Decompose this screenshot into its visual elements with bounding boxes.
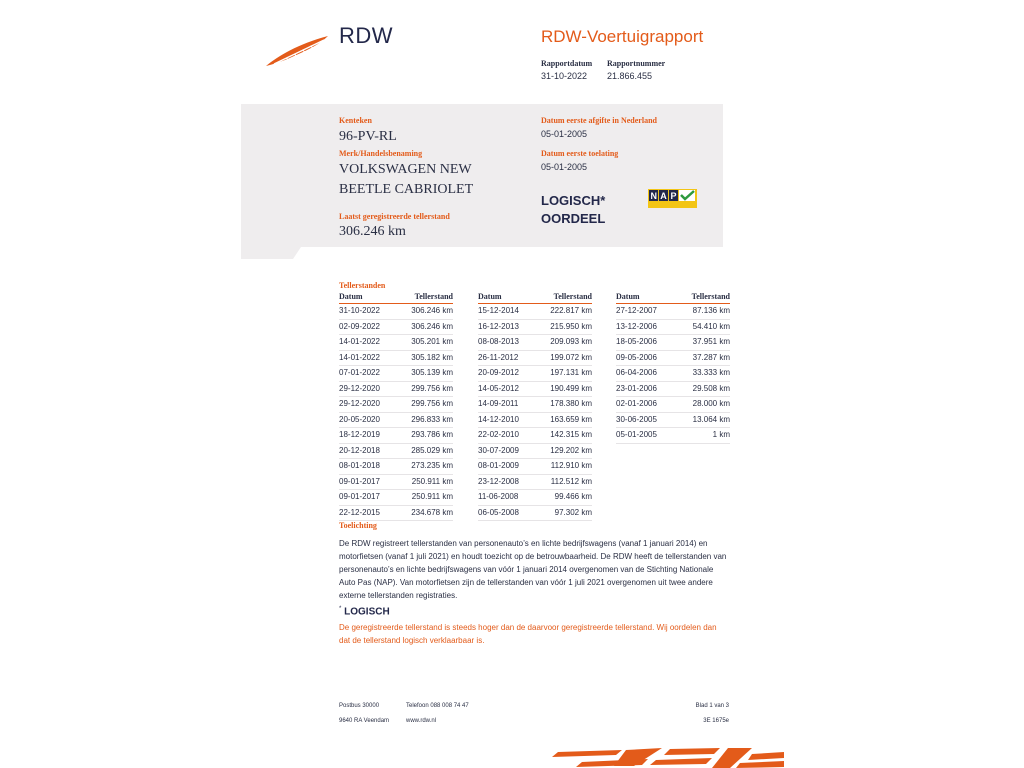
- row-tellerstand: 299.756 km: [411, 399, 453, 408]
- table-row: [339, 351, 453, 367]
- svg-text:A: A: [660, 191, 667, 201]
- row-date: 23-01-2006: [616, 383, 657, 393]
- row-date: 07-01-2022: [339, 368, 380, 377]
- table-row: [339, 304, 453, 320]
- nap-logo-icon: [648, 189, 697, 208]
- row-date: 11-06-2008: [478, 492, 519, 501]
- logisch-explanation: De geregistreerde tellerstand is steeds hoger dan de daarvoor geregistreerde tellerstand. Wij oordelen dan dat de tellerstand logisch verklaarbaar is.: [339, 623, 717, 645]
- footer-blad: Blad 1 van 3: [695, 703, 729, 709]
- footer-code: 3E 1675e: [703, 718, 729, 724]
- row-tellerstand: 1 km: [712, 430, 730, 439]
- logisch-title: LOGISCH: [344, 606, 390, 618]
- row-tellerstand: 54.410 km: [692, 321, 730, 331]
- header-tellerstand: Tellerstand: [691, 292, 730, 301]
- table-row: [616, 320, 730, 336]
- table-row: [339, 366, 453, 382]
- table-row: [339, 382, 453, 398]
- toelating-value: 05-01-2005: [541, 162, 588, 172]
- row-tellerstand: 129.202 km: [550, 445, 592, 455]
- table-row: [616, 366, 730, 382]
- table-row: [616, 304, 730, 320]
- row-date: 16-12-2013: [478, 321, 519, 331]
- row-tellerstand: 178.380 km: [550, 399, 592, 408]
- row-date: 06-05-2008: [478, 507, 519, 517]
- toelichting-title: Toelichting: [339, 521, 377, 530]
- row-tellerstand: 305.201 km: [411, 337, 453, 346]
- header-datum: Datum: [616, 292, 640, 301]
- row-date: 20-05-2020: [339, 414, 380, 424]
- table-row: [616, 397, 730, 413]
- row-tellerstand: 273.235 km: [411, 461, 453, 470]
- toelating-label: Datum eerste toelating: [541, 149, 619, 158]
- column-header: [616, 292, 730, 304]
- row-date: 22-12-2015: [339, 507, 380, 517]
- row-tellerstand: 199.072 km: [550, 352, 592, 362]
- row-date: 14-01-2022: [339, 352, 380, 362]
- row-tellerstand: 234.678 km: [411, 507, 453, 517]
- afgifte-value: 05-01-2005: [541, 129, 588, 139]
- rapportdatum-label: Rapportdatum: [541, 59, 593, 68]
- row-date: 14-12-2010: [478, 414, 519, 424]
- oordeel-line2: OORDEEL: [541, 211, 606, 226]
- row-tellerstand: 250.911 km: [411, 492, 453, 501]
- merk-line1: VOLKSWAGEN NEW: [339, 162, 472, 177]
- footer-postbus: Postbus 30000: [339, 703, 380, 709]
- row-date: 05-01-2005: [616, 430, 657, 439]
- table-row: [478, 397, 592, 413]
- oordeel-line1: LOGISCH*: [541, 193, 606, 208]
- table-row: [478, 444, 592, 460]
- table-row: [616, 413, 730, 429]
- tellerstand-value: 306.246 km: [339, 224, 406, 239]
- table-row: [339, 397, 453, 413]
- row-tellerstand: 29.508 km: [692, 383, 730, 393]
- logo-text: RDW: [339, 23, 394, 48]
- row-date: 14-01-2022: [339, 337, 380, 346]
- row-tellerstand: 13.064 km: [692, 414, 730, 424]
- row-date: 20-09-2012: [478, 368, 519, 377]
- row-date: 02-09-2022: [339, 321, 380, 331]
- table-row: [339, 320, 453, 336]
- row-date: 14-05-2012: [478, 383, 519, 393]
- table-row: [339, 490, 453, 506]
- row-tellerstand: 112.512 km: [550, 476, 592, 486]
- row-date: 13-12-2006: [616, 321, 657, 331]
- rapportnummer-label: Rapportnummer: [607, 59, 666, 68]
- row-tellerstand: 209.093 km: [550, 337, 592, 346]
- row-date: 18-12-2019: [339, 430, 380, 439]
- table-row: [339, 444, 453, 460]
- row-tellerstand: 142.315 km: [550, 430, 592, 439]
- table-row: [339, 428, 453, 444]
- kenteken-label: Kenteken: [339, 116, 372, 125]
- footer-telefoon: Telefoon 088 008 74 47: [406, 703, 469, 709]
- tellerstanden-column-3: [616, 292, 730, 444]
- table-row: [478, 506, 592, 522]
- row-date: 06-04-2006: [616, 368, 657, 377]
- panel-notch: [241, 247, 301, 259]
- row-date: 20-12-2018: [339, 445, 380, 455]
- row-date: 18-05-2006: [616, 337, 657, 346]
- table-row: [616, 335, 730, 351]
- row-date: 31-10-2022: [339, 306, 380, 315]
- row-date: 08-01-2018: [339, 461, 380, 470]
- rapportdatum-value: 31-10-2022: [541, 71, 588, 81]
- row-tellerstand: 33.333 km: [692, 368, 730, 377]
- row-date: 02-01-2006: [616, 399, 657, 408]
- row-tellerstand: 99.466 km: [554, 492, 592, 501]
- merk-label: Merk/Handelsbenaming: [339, 149, 423, 158]
- table-row: [478, 366, 592, 382]
- row-date: 15-12-2014: [478, 306, 519, 315]
- row-tellerstand: 306.246 km: [411, 321, 453, 331]
- table-row: [478, 490, 592, 506]
- row-tellerstand: 296.833 km: [411, 414, 453, 424]
- row-tellerstand: 299.756 km: [411, 383, 453, 393]
- table-row: [616, 351, 730, 367]
- row-date: 09-05-2006: [616, 352, 657, 362]
- row-tellerstand: 190.499 km: [550, 383, 592, 393]
- logisch-heading: [339, 606, 390, 617]
- table-row: [339, 475, 453, 491]
- vehicle-info-panel: [241, 104, 723, 247]
- row-tellerstand: 293.786 km: [411, 430, 453, 439]
- row-tellerstand: 285.029 km: [411, 445, 453, 455]
- tellerstand-label: Laatst geregistreerde tellerstand: [339, 212, 450, 221]
- kenteken-value: 96-PV-RL: [339, 129, 397, 144]
- row-tellerstand: 37.287 km: [692, 352, 730, 362]
- row-date: 23-12-2008: [478, 476, 519, 486]
- rapportnummer-value: 21.866.455: [607, 71, 653, 81]
- merk-line2: BEETLE CABRIOLET: [339, 182, 474, 197]
- rdw-logo-icon: [264, 34, 330, 68]
- table-row: [339, 335, 453, 351]
- row-tellerstand: 97.302 km: [554, 507, 592, 517]
- row-tellerstand: 112.910 km: [550, 461, 592, 470]
- row-date: 09-01-2017: [339, 476, 380, 486]
- row-date: 29-12-2020: [339, 399, 380, 408]
- logisch-star: *: [339, 606, 342, 612]
- row-tellerstand: 305.139 km: [411, 368, 453, 377]
- report-title: RDW-Voertuigrapport: [541, 27, 704, 46]
- row-tellerstand: 222.817 km: [550, 306, 592, 315]
- row-date: 30-07-2009: [478, 445, 519, 455]
- decorative-stripes-icon: [552, 746, 784, 768]
- table-row: [478, 320, 592, 336]
- svg-text:P: P: [670, 191, 677, 201]
- table-row: [339, 506, 453, 522]
- table-row: [616, 428, 730, 444]
- table-row: [478, 428, 592, 444]
- oordeel-text: [541, 192, 621, 228]
- row-tellerstand: 305.182 km: [411, 352, 453, 362]
- row-date: 08-08-2013: [478, 337, 519, 346]
- row-date: 30-06-2005: [616, 414, 657, 424]
- row-tellerstand: 28.000 km: [692, 399, 730, 408]
- table-row: [478, 459, 592, 475]
- header-tellerstand: Tellerstand: [553, 292, 592, 301]
- table-row: [478, 413, 592, 429]
- table-row: [616, 382, 730, 398]
- row-tellerstand: 87.136 km: [692, 306, 730, 315]
- row-date: 22-02-2010: [478, 430, 519, 439]
- row-tellerstand: 215.950 km: [550, 321, 592, 331]
- row-date: 09-01-2017: [339, 492, 380, 501]
- row-date: 29-12-2020: [339, 383, 380, 393]
- toelichting-paragraph: De RDW registreert tellerstanden van personenauto’s en lichte bedrijfswagens (vanaf 1 januari 2014) en motorfietsen (vanaf 1 juli 2021) en houdt toezicht op de betrouwbaarheid. De RDW heeft de tellerstanden van personenauto’s en lichte bedrijfswagens van vóór 1 januari 2014 overgenomen van de Stichting Nationale Auto Pas (NAP). Van motorfietsen zijn de tellerstanden van vóór 1 juli 2021 overgenomen uit twee andere externe tellerstanden registraties.: [339, 539, 727, 600]
- table-row: [339, 413, 453, 429]
- footer-city: 9640 RA Veendam: [339, 718, 390, 724]
- row-date: 26-11-2012: [478, 352, 519, 362]
- header-tellerstand: Tellerstand: [414, 292, 453, 301]
- row-tellerstand: 197.131 km: [550, 368, 592, 377]
- row-tellerstand: 306.246 km: [411, 306, 453, 315]
- column-header: [478, 292, 592, 304]
- afgifte-label: Datum eerste afgifte in Nederland: [541, 116, 657, 125]
- svg-text:N: N: [650, 191, 657, 201]
- table-row: [339, 459, 453, 475]
- row-tellerstand: 163.659 km: [550, 414, 592, 424]
- table-row: [478, 475, 592, 491]
- row-tellerstand: 250.911 km: [411, 476, 453, 486]
- table-row: [478, 335, 592, 351]
- header-datum: Datum: [339, 292, 363, 301]
- tellerstanden-column-2: [478, 292, 592, 521]
- row-date: 14-09-2011: [478, 399, 519, 408]
- row-tellerstand: 37.951 km: [692, 337, 730, 346]
- row-date: 27-12-2007: [616, 306, 657, 315]
- tellerstanden-title: Tellerstanden: [339, 281, 386, 290]
- table-row: [478, 351, 592, 367]
- column-header: [339, 292, 453, 304]
- header-datum: Datum: [478, 292, 502, 301]
- tellerstanden-column-1: [339, 292, 453, 521]
- footer-website: www.rdw.nl: [406, 718, 437, 724]
- table-row: [478, 304, 592, 320]
- row-date: 08-01-2009: [478, 461, 519, 470]
- table-row: [478, 382, 592, 398]
